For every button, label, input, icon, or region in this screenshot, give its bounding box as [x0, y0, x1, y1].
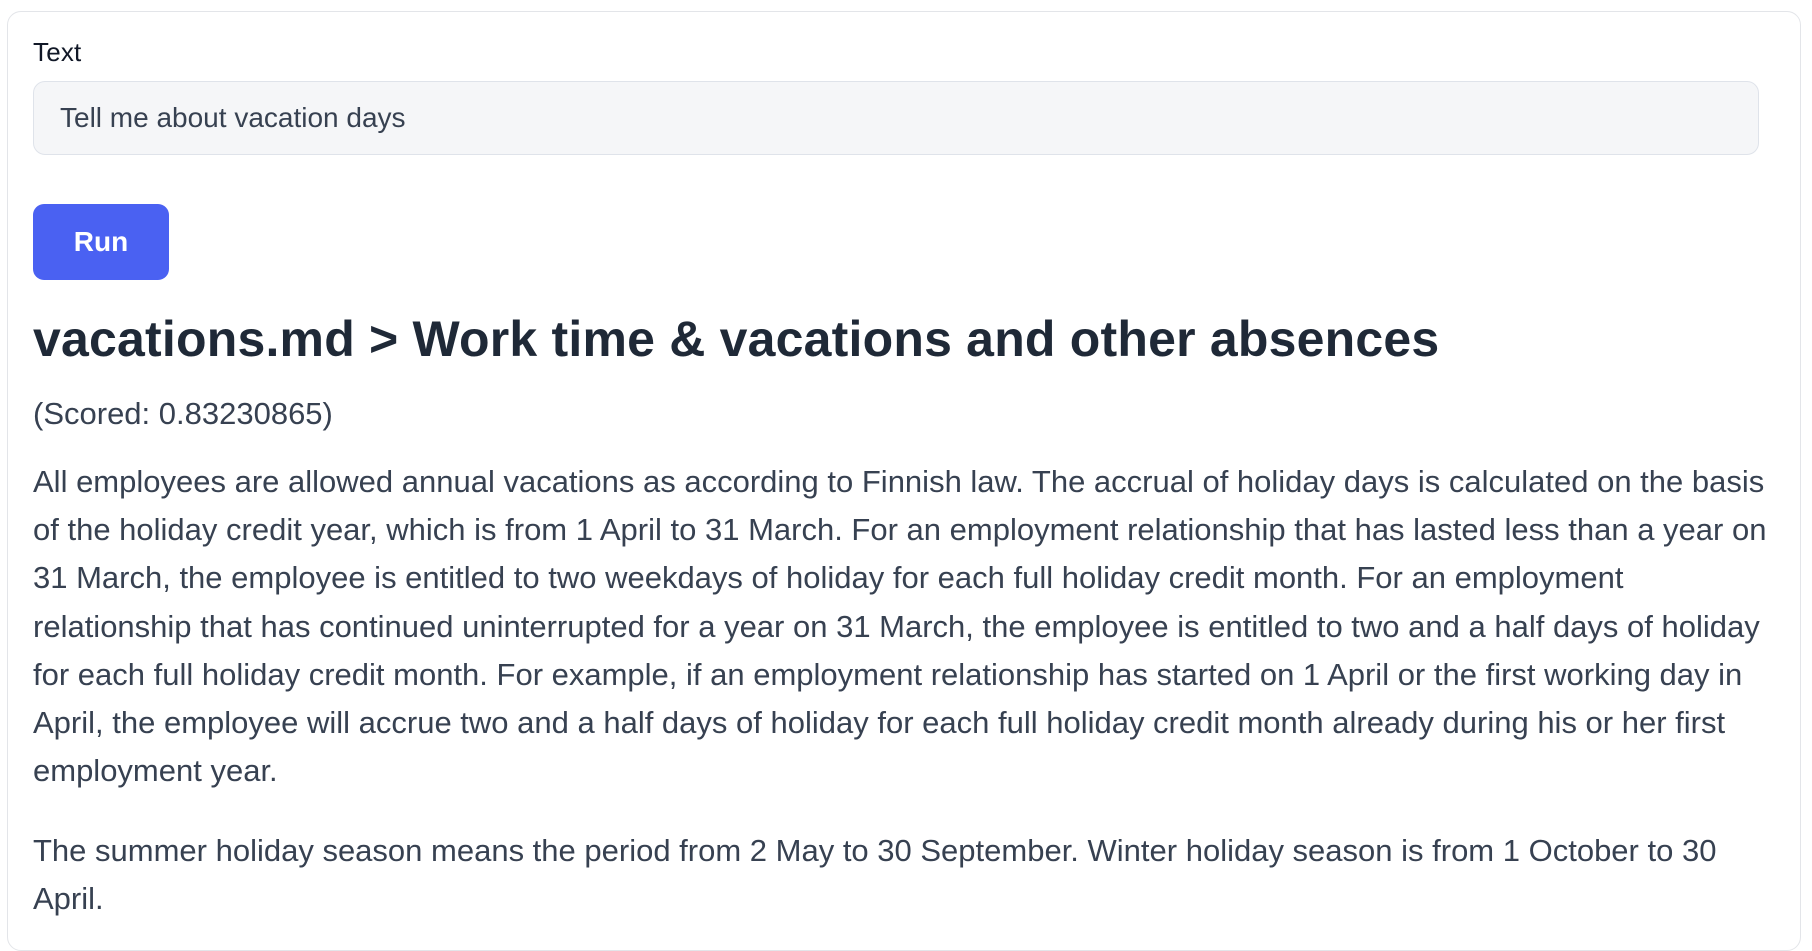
result-paragraph: All employees are allowed annual vacations as according to Finnish law. The accrual of holiday days is calculated on the basis of the holiday credit year, which is from 1 April to 31 March. For an employment relationship that has lasted less than a year on 31 March, the employee is entitled to two weekdays of holiday for each full holiday credit month. For an employment relationship that has continued uninterrupted for a year on 31 March, the employee is entitled to two and a half days of holiday for each full holiday credit month. For example, if an employment relationship has started on 1 April or the first working day in April, the employee will accrue two and a half days of holiday for each full holiday credit month already during his or her first employment year.: [33, 464, 1767, 789]
text-input[interactable]: [33, 81, 1759, 155]
result-score: (Scored: 0.83230865): [33, 396, 333, 431]
text-field-label: Text: [33, 37, 82, 67]
run-button[interactable]: Run: [33, 204, 169, 280]
result-title: vacations.md > Work time & vacations and other absences: [33, 311, 1440, 367]
result-paragraph: The summer holiday season means the period from 2 May to 30 September. Winter holiday season is from 1 October to 30 April.: [33, 833, 1717, 917]
